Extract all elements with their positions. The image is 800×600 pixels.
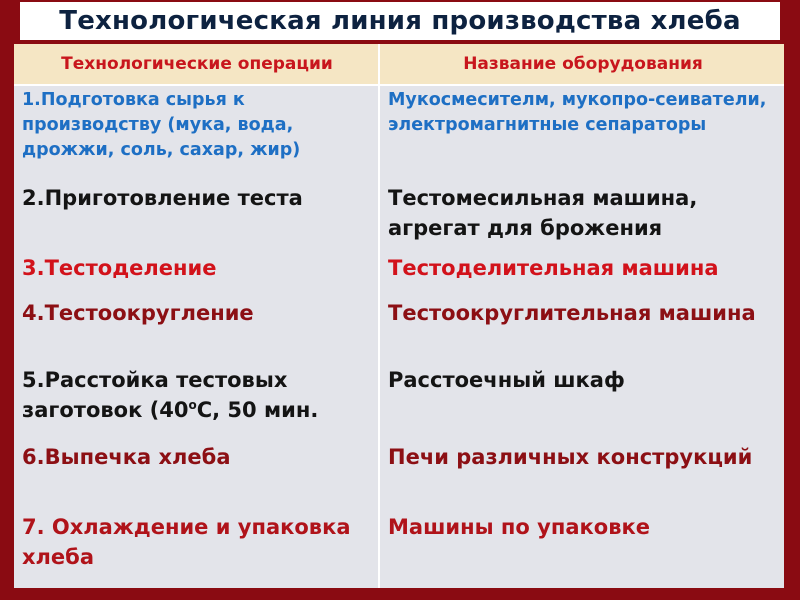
- column-header-operations: Технологические операции: [14, 44, 379, 85]
- equipment-cell: Мукосмесителм, мукопро-сеиватели, электромагнитные сепараторы: [388, 90, 767, 135]
- table-row: [14, 296, 784, 363]
- operation-text-tail: С, 50 мин.: [196, 398, 319, 422]
- operation-cell: 4.Тестоокругление: [14, 296, 379, 363]
- table-row: [14, 251, 784, 296]
- page-title: Технологическая линия производства хлеба: [59, 6, 741, 36]
- table-row: [14, 85, 784, 181]
- operation-text: 5.Расстойка тестовых заготовок (40: [22, 368, 288, 422]
- operation-cell: 6.Выпечка хлеба: [14, 440, 379, 510]
- operation-cell: 3.Тестоделение: [14, 251, 379, 296]
- operation-cell: 7. Охлаждение и упаковка хлеба: [14, 510, 379, 588]
- equipment-cell: Машины по упаковке: [388, 515, 650, 539]
- equipment-cell: Тестоокруглительная машина: [388, 301, 756, 325]
- equipment-cell: Тестоделительная машина: [388, 256, 719, 280]
- operation-cell: [14, 363, 379, 440]
- equipment-cell: Расстоечный шкаф: [388, 368, 625, 392]
- production-line-table: [14, 44, 784, 588]
- table-row: [14, 510, 784, 588]
- table-row: [14, 181, 784, 251]
- operation-cell: 2.Приготовление теста: [14, 181, 379, 251]
- equipment-cell: Тестомесильная машина, агрегат для брожения: [388, 186, 698, 240]
- degree-superscript: о: [188, 398, 197, 412]
- title-banner: [20, 2, 780, 40]
- table-row: [14, 440, 784, 510]
- column-header-equipment: Название оборудования: [379, 44, 784, 85]
- operation-cell: 1.Подготовка сырья к производству (мука, вода, дрожжи, соль, сахар, жир): [14, 85, 379, 181]
- equipment-cell: Печи различных конструкций: [388, 445, 753, 469]
- table-row: [14, 363, 784, 440]
- table-header-row: [14, 44, 784, 85]
